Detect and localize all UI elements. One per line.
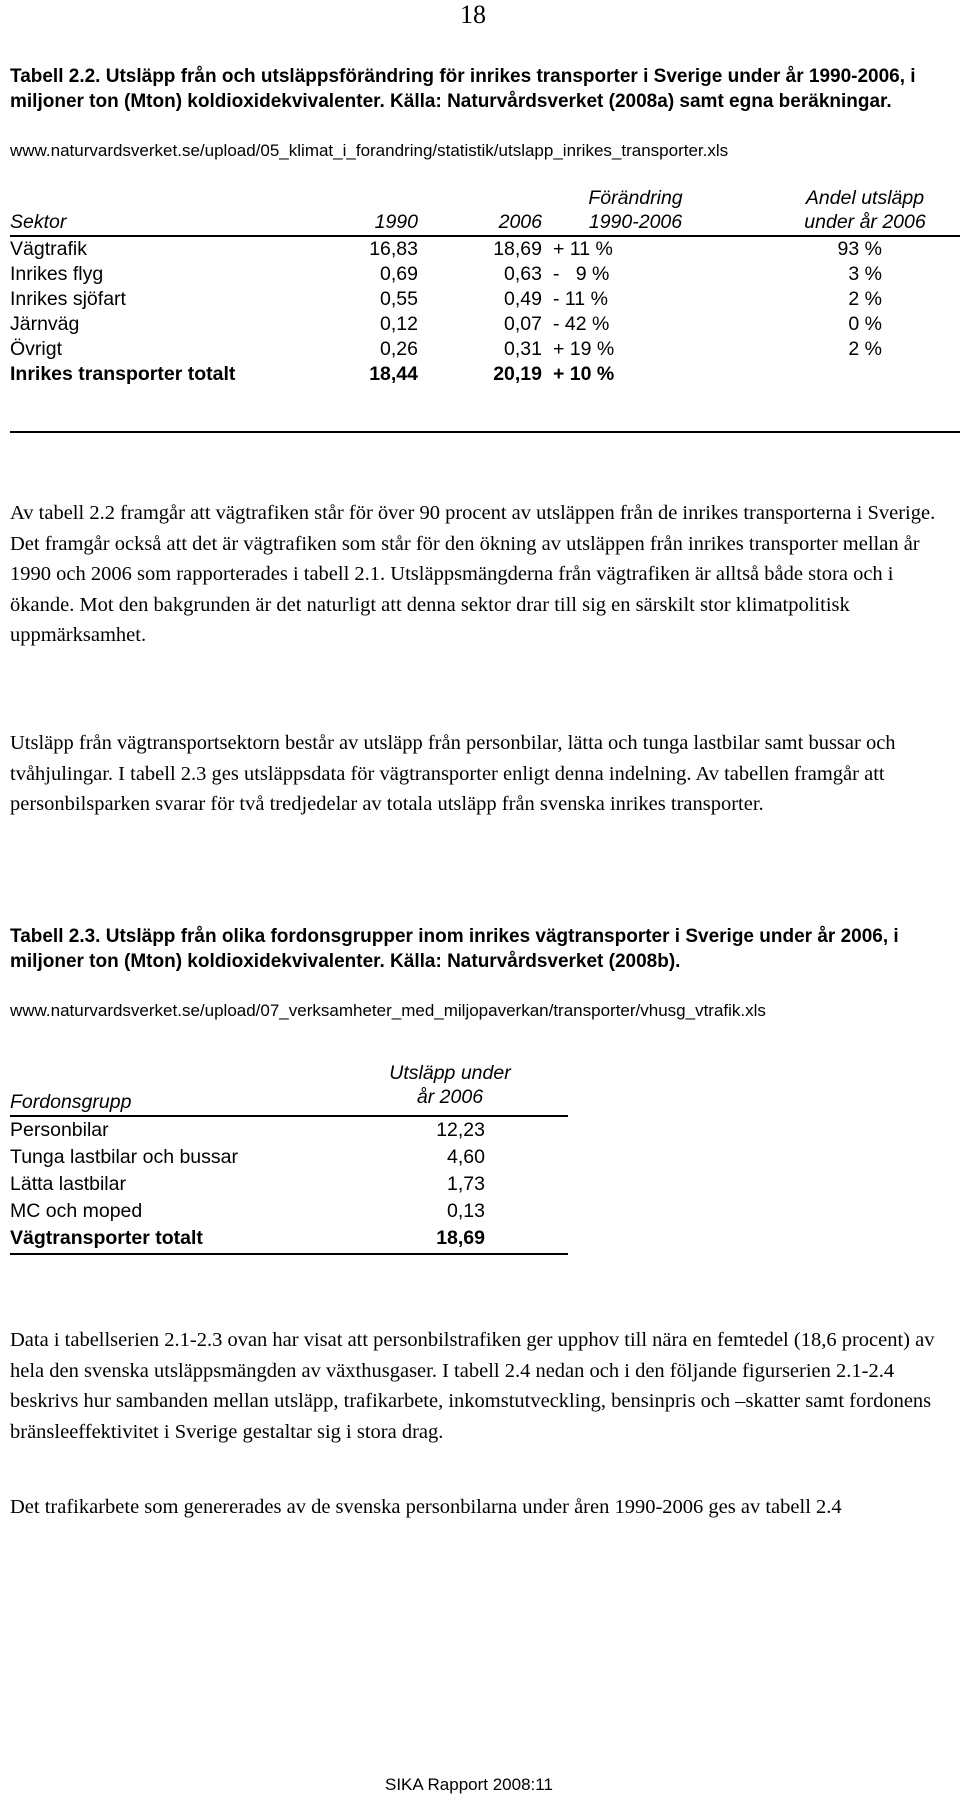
- cell-share: 3 %: [848, 263, 882, 285]
- cell-sector: Inrikes flyg: [10, 263, 104, 285]
- cell-share: 2 %: [848, 288, 882, 310]
- header-share-line1: Andel utsläpp: [805, 187, 925, 209]
- header-value-line1: Utsläpp under: [389, 1062, 511, 1084]
- table-row: [10, 312, 960, 337]
- cell-share: 2 %: [848, 338, 882, 360]
- cell-change: + 10 %: [553, 363, 615, 385]
- cell-group: Lätta lastbilar: [10, 1173, 126, 1195]
- header-1990: 1990: [374, 211, 418, 233]
- table-row: [10, 262, 960, 287]
- table-2-3-caption: Tabell 2.3. Utsläpp från olika fordonsgrupper inom inrikes vägtransporter i Sverige under år 2006, i miljoner ton (Mton) koldioxidekvivalenter. Källa: Naturvårdsverket (2008b).: [10, 926, 899, 972]
- cell-sector: Vägtrafik: [10, 238, 87, 260]
- paragraph-4: Det trafikarbete som genererades av de svenska personbilarna under åren 1990-2006 ges av tabell 2.4: [10, 1496, 842, 1518]
- cell-value: 0,13: [447, 1200, 485, 1222]
- table-2-3-source-link[interactable]: www.naturvardsverket.se/upload/07_verksamheter_med_miljopaverkan/transporter/vhusg_vtrafik.xls: [10, 1001, 766, 1020]
- paragraph-1: Av tabell 2.2 framgår att vägtrafiken står för över 90 procent av utsläppen från de inrikes transporterna i Sverige. Det framgår också att det är vägtrafiken som står för den ökning av utsläppen från inrikes transporter mellan år 1990 och 2006 som rapporterades i tabell 2.1. Utsläppsmängderna från vägtrafiken är alltså både stora och i ökande. Mot den bakgrunden är det naturligt att denna sektor drar till sig en särskilt stor klimatpolitisk uppmärksamhet.: [10, 502, 936, 646]
- header-change-line1: Förändring: [588, 187, 683, 209]
- header-value-line2: år 2006: [416, 1086, 484, 1108]
- cell-1990: 16,83: [369, 238, 418, 260]
- cell-sector: Inrikes sjöfart: [10, 288, 126, 310]
- table-2-2-source-link[interactable]: www.naturvardsverket.se/upload/05_klimat_i_forandring/statistik/utslapp_inrikes_transporter.xls: [10, 141, 729, 160]
- cell-change: + 11 %: [553, 238, 613, 260]
- header-group: Fordonsgrupp: [10, 1091, 132, 1113]
- header-2006: 2006: [498, 211, 542, 233]
- header-change-line2: 1990-2006: [588, 211, 683, 233]
- cell-group: Tunga lastbilar och bussar: [10, 1146, 238, 1168]
- cell-group: Personbilar: [10, 1119, 109, 1141]
- page-footer: SIKA Rapport 2008:11: [385, 1775, 553, 1794]
- table-total-row: [10, 362, 960, 387]
- paragraph-2: Utsläpp från vägtransportsektorn består av utsläpp från personbilar, lätta och tunga lastbilar samt bussar och tvåhjulingar. I tabell 2.3 ges utsläppsdata för vägtransporter enligt denna indelning. Av tabellen framgår att personbilsparken svarar för två tredjedelar av totala utsläpp från svenska inrikes transporter.: [10, 732, 896, 815]
- cell-group: MC och moped: [10, 1200, 143, 1222]
- cell-2006: 0,63: [504, 263, 542, 285]
- cell-share: 0 %: [848, 313, 882, 335]
- header-share-line2: under år 2006: [804, 211, 926, 233]
- cell-change: - 42 %: [553, 313, 610, 335]
- cell-1990: 0,55: [380, 288, 418, 310]
- cell-1990: 18,44: [369, 363, 418, 385]
- cell-1990: 0,12: [380, 313, 418, 335]
- cell-change: - 9 %: [553, 263, 610, 285]
- cell-sector: Inrikes transporter totalt: [10, 363, 236, 385]
- table-bottom-rule: [10, 431, 960, 433]
- table-row: [10, 1171, 568, 1198]
- table-row: [10, 337, 960, 362]
- cell-2006: 20,19: [493, 363, 542, 385]
- cell-2006: 18,69: [493, 238, 542, 260]
- cell-share: 93 %: [837, 238, 882, 260]
- table-total-row: [10, 1225, 568, 1252]
- cell-change: + 19 %: [553, 338, 615, 360]
- cell-change: - 11 %: [553, 288, 608, 310]
- cell-value: 1,73: [447, 1173, 485, 1195]
- cell-1990: 0,69: [380, 263, 418, 285]
- table-2-2: [10, 183, 960, 433]
- table-2-3: [10, 1055, 570, 1255]
- page-number: 18: [460, 0, 486, 29]
- table-row: [10, 237, 960, 262]
- cell-2006: 0,49: [504, 288, 542, 310]
- table-row: [10, 1198, 568, 1225]
- cell-value: 12,23: [436, 1119, 485, 1141]
- header-sector: Sektor: [10, 211, 67, 233]
- table-row: [10, 1144, 568, 1171]
- cell-2006: 0,31: [504, 338, 542, 360]
- header-change: [548, 186, 723, 234]
- cell-sector: Järnväg: [10, 313, 80, 335]
- cell-1990: 0,26: [380, 338, 418, 360]
- cell-value: 4,60: [447, 1146, 485, 1168]
- table-2-2-caption: Tabell 2.2. Utsläpp från och utsläppsförändring för inrikes transporter i Sverige under år 1990-2006, i miljoner ton (Mton) koldioxidekvivalenter. Källa: Naturvårdsverket (2008a) samt egna beräkningar.: [10, 66, 916, 112]
- cell-sector: Övrigt: [10, 338, 63, 360]
- table-row: [10, 287, 960, 312]
- cell-2006: 0,07: [504, 313, 542, 335]
- header-value: [370, 1061, 530, 1109]
- header-share: [770, 186, 960, 234]
- table-bottom-rule: [10, 1253, 568, 1255]
- cell-value: 18,69: [436, 1227, 485, 1249]
- paragraph-3: Data i tabellserien 2.1-2.3 ovan har visat att personbilstrafiken ger upphov till nära en femtedel (18,6 procent) av hela den svenska utsläppsmängden av växthusgaser. I tabell 2.4 nedan och i den följande figurserien 2.1-2.4 beskrivs hur sambanden mellan utsläpp, trafikarbete, inkomstutveckling, bensinpris och –skatter samt fordonens bränsleeffektivitet i Sverige gestaltar sig i stora drag.: [10, 1329, 935, 1443]
- cell-group: Vägtransporter totalt: [10, 1227, 203, 1249]
- table-row: [10, 1117, 568, 1144]
